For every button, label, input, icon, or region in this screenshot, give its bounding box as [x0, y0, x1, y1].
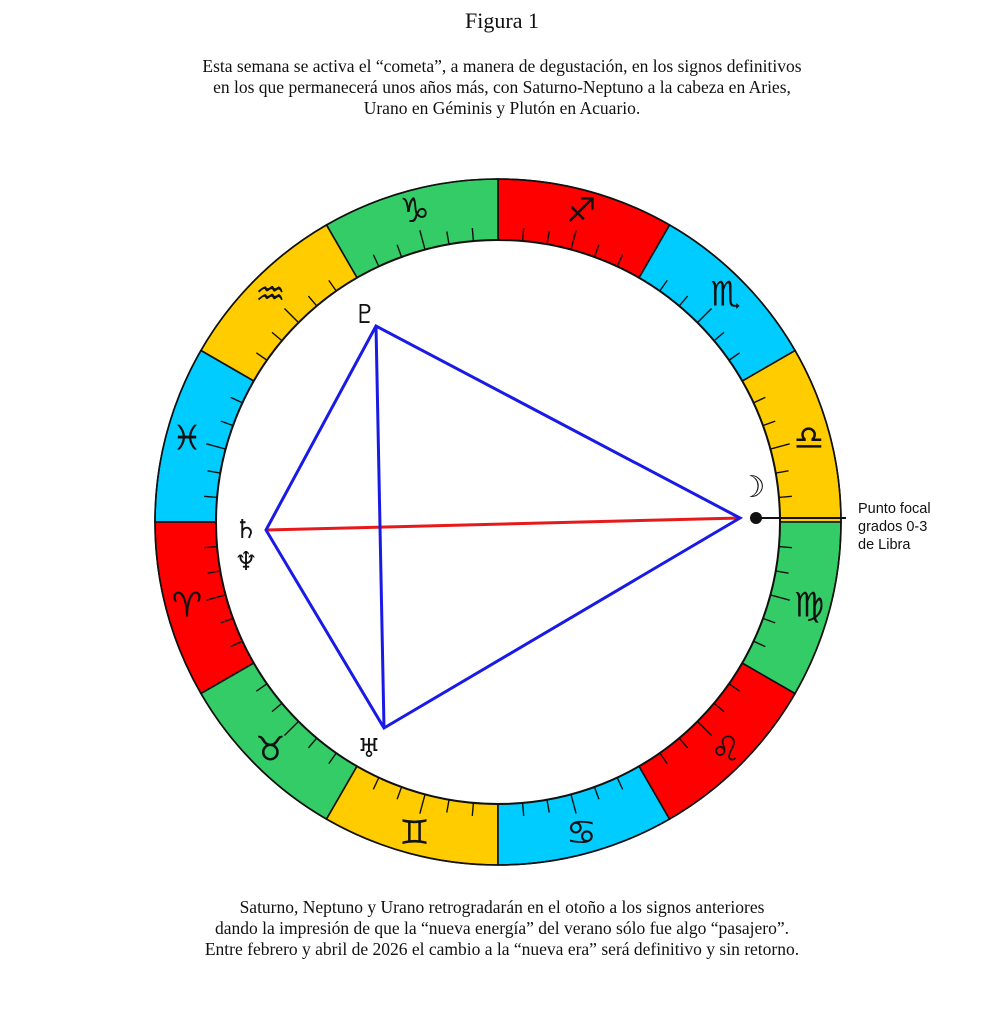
scorpio-icon: ♏: [710, 274, 741, 315]
saturn-icon: ♄: [234, 515, 258, 545]
bottom-caption-line: Entre febrero y abril de 2026 el cambio a la “nueva era” será definitivo y sin retorno.: [204, 939, 800, 959]
pluto-icon: ♇: [353, 300, 377, 330]
cancer-icon: ♋: [566, 813, 597, 854]
neptune-icon: ♆: [234, 547, 258, 577]
capricorn-icon: ♑: [399, 190, 430, 231]
taurus-icon: ♉: [255, 729, 286, 770]
bottom-caption-line: Saturno, Neptuno y Urano retrogradarán en el otoño a los signos anteriores: [239, 897, 765, 917]
gemini-icon: ♊: [399, 813, 430, 854]
aquarius-icon: ♒: [255, 274, 286, 315]
top-caption-line: Urano en Géminis y Plutón en Acuario.: [363, 98, 641, 118]
inner-circle: [216, 240, 780, 804]
focal-point-label: de Libra: [858, 537, 911, 553]
figure-title: Figura 1: [465, 8, 539, 33]
bottom-caption-line: dando la impresión de que la “nueva energía” del verano sólo fue algo “pasajero”.: [214, 918, 790, 938]
focal-point-dot: [750, 512, 762, 524]
bottom-caption: [0, 897, 1004, 960]
moon-icon: ☽: [738, 470, 766, 505]
focal-point-label: grados 0-3: [858, 519, 928, 535]
uranus-icon: ♅: [357, 734, 381, 764]
top-caption-line: en los que permanecerá unos años más, con Saturno-Neptuno a la cabeza en Aries,: [213, 77, 791, 97]
leo-icon: ♌: [710, 729, 741, 770]
libra-icon: ♎: [793, 418, 825, 459]
sagittarius-icon: ♐: [566, 190, 597, 231]
aries-icon: ♈: [171, 585, 203, 626]
top-caption-line: Esta semana se activa el “cometa”, a manera de degustación, en los signos definitivos: [202, 56, 802, 76]
pisces-icon: ♓: [171, 418, 203, 459]
virgo-icon: ♍: [793, 585, 825, 626]
focal-point-label: Punto focal: [858, 501, 931, 517]
